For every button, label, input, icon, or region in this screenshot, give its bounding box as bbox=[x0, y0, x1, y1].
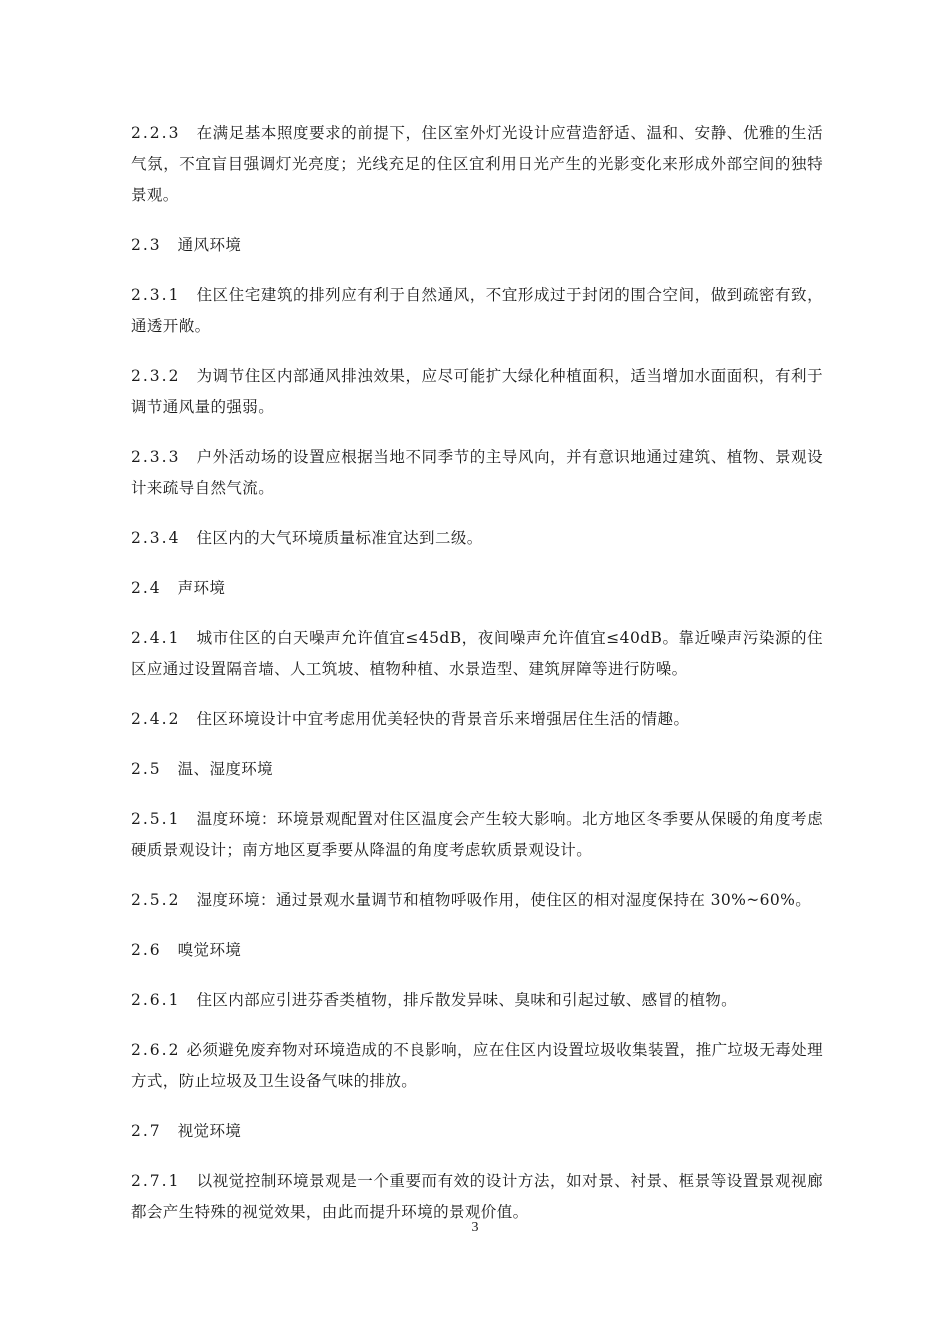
section-number: 2.6 bbox=[131, 941, 162, 959]
clause-2-7-1 bbox=[131, 1166, 823, 1228]
section-number: 2.5 bbox=[131, 760, 162, 778]
clause-number: 2.3.4 bbox=[131, 529, 181, 547]
clause-text: 在满足基本照度要求的前提下，住区室外灯光设计应营造舒适、温和、安静、优雅的生活气氛，不宜盲目强调灯光亮度；光线充足的住区宜利用日光产生的光影变化来形成外部空间的独特景观。 bbox=[131, 124, 823, 204]
clause-number: 2.6.2 bbox=[131, 1041, 181, 1059]
clause-2-3-2 bbox=[131, 361, 823, 423]
clause-text: 住区内部应引进芬香类植物，排斥散发异味、臭味和引起过敏、感冒的植物。 bbox=[196, 991, 738, 1009]
clause-2-2-3 bbox=[131, 118, 823, 211]
clause-text: 城市住区的白天噪声允许值宜≤45dB，夜间噪声允许值宜≤40dB。靠近噪声污染源的住区应通过设置隔音墙、人工筑坡、植物种植、水景造型、建筑屏障等进行防噪。 bbox=[131, 629, 823, 678]
clause-text: 住区环境设计中宜考虑用优美轻快的背景音乐来增强居住生活的情趣。 bbox=[196, 710, 690, 728]
section-number: 2.4 bbox=[131, 579, 162, 597]
clause-text: 户外活动场的设置应根据当地不同季节的主导风向，并有意识地通过建筑、植物、景观设计来疏导自然气流。 bbox=[131, 448, 823, 497]
page-number: 3 bbox=[471, 1220, 479, 1235]
clause-number: 2.7.1 bbox=[131, 1172, 181, 1190]
section-title: 视觉环境 bbox=[177, 1122, 242, 1140]
section-heading-2-4 bbox=[131, 573, 823, 604]
clause-number: 2.4.1 bbox=[131, 629, 181, 647]
clause-text: 住区内的大气环境质量标准宜达到二级。 bbox=[196, 529, 483, 547]
section-title: 声环境 bbox=[177, 579, 226, 597]
section-number: 2.7 bbox=[131, 1122, 162, 1140]
clause-2-3-3 bbox=[131, 442, 823, 504]
section-heading-2-7 bbox=[131, 1116, 823, 1147]
clause-text: 温度环境：环境景观配置对住区温度会产生较大影响。北方地区冬季要从保暖的角度考虑硬质景观设计；南方地区夏季要从降温的角度考虑软质景观设计。 bbox=[131, 810, 823, 859]
clause-2-5-2 bbox=[131, 885, 823, 916]
section-heading-2-6 bbox=[131, 935, 823, 966]
clause-text: 以视觉控制环境景观是一个重要而有效的设计方法，如对景、衬景、框景等设置景观视廊都会产生特殊的视觉效果，由此而提升环境的景观价值。 bbox=[131, 1172, 823, 1221]
clause-number: 2.5.1 bbox=[131, 810, 181, 828]
section-title: 嗅觉环境 bbox=[177, 941, 242, 959]
section-title: 温、湿度环境 bbox=[177, 760, 274, 778]
clause-text: 湿度环境：通过景观水量调节和植物呼吸作用，使住区的相对湿度保持在 30%~60%。 bbox=[196, 891, 812, 909]
clause-number: 2.4.2 bbox=[131, 710, 181, 728]
clause-text: 为调节住区内部通风排浊效果，应尽可能扩大绿化种植面积，适当增加水面面积，有利于调节通风量的强弱。 bbox=[131, 367, 823, 416]
clause-number: 2.2.3 bbox=[131, 124, 181, 142]
clause-text: 住区住宅建筑的排列应有利于自然通风，不宜形成过于封闭的围合空间，做到疏密有致，通透开敞。 bbox=[131, 286, 823, 335]
clause-number: 2.6.1 bbox=[131, 991, 181, 1009]
section-heading-2-5 bbox=[131, 754, 823, 785]
clause-2-4-2 bbox=[131, 704, 823, 735]
clause-text: 必须避免废弃物对环境造成的不良影响，应在住区内设置垃圾收集装置，推广垃圾无毒处理方式，防止垃圾及卫生设备气味的排放。 bbox=[131, 1041, 823, 1090]
section-heading-2-3 bbox=[131, 230, 823, 261]
clause-2-3-4 bbox=[131, 523, 823, 554]
section-number: 2.3 bbox=[131, 236, 162, 254]
clause-number: 2.5.2 bbox=[131, 891, 181, 909]
clause-number: 2.3.2 bbox=[131, 367, 181, 385]
clause-2-5-1 bbox=[131, 804, 823, 866]
clause-number: 2.3.1 bbox=[131, 286, 181, 304]
clause-number: 2.3.3 bbox=[131, 448, 181, 466]
clause-2-3-1 bbox=[131, 280, 823, 342]
clause-2-4-1 bbox=[131, 623, 823, 685]
clause-2-6-1 bbox=[131, 985, 823, 1016]
document-body bbox=[131, 118, 823, 1247]
section-title: 通风环境 bbox=[177, 236, 242, 254]
clause-2-6-2 bbox=[131, 1035, 823, 1097]
